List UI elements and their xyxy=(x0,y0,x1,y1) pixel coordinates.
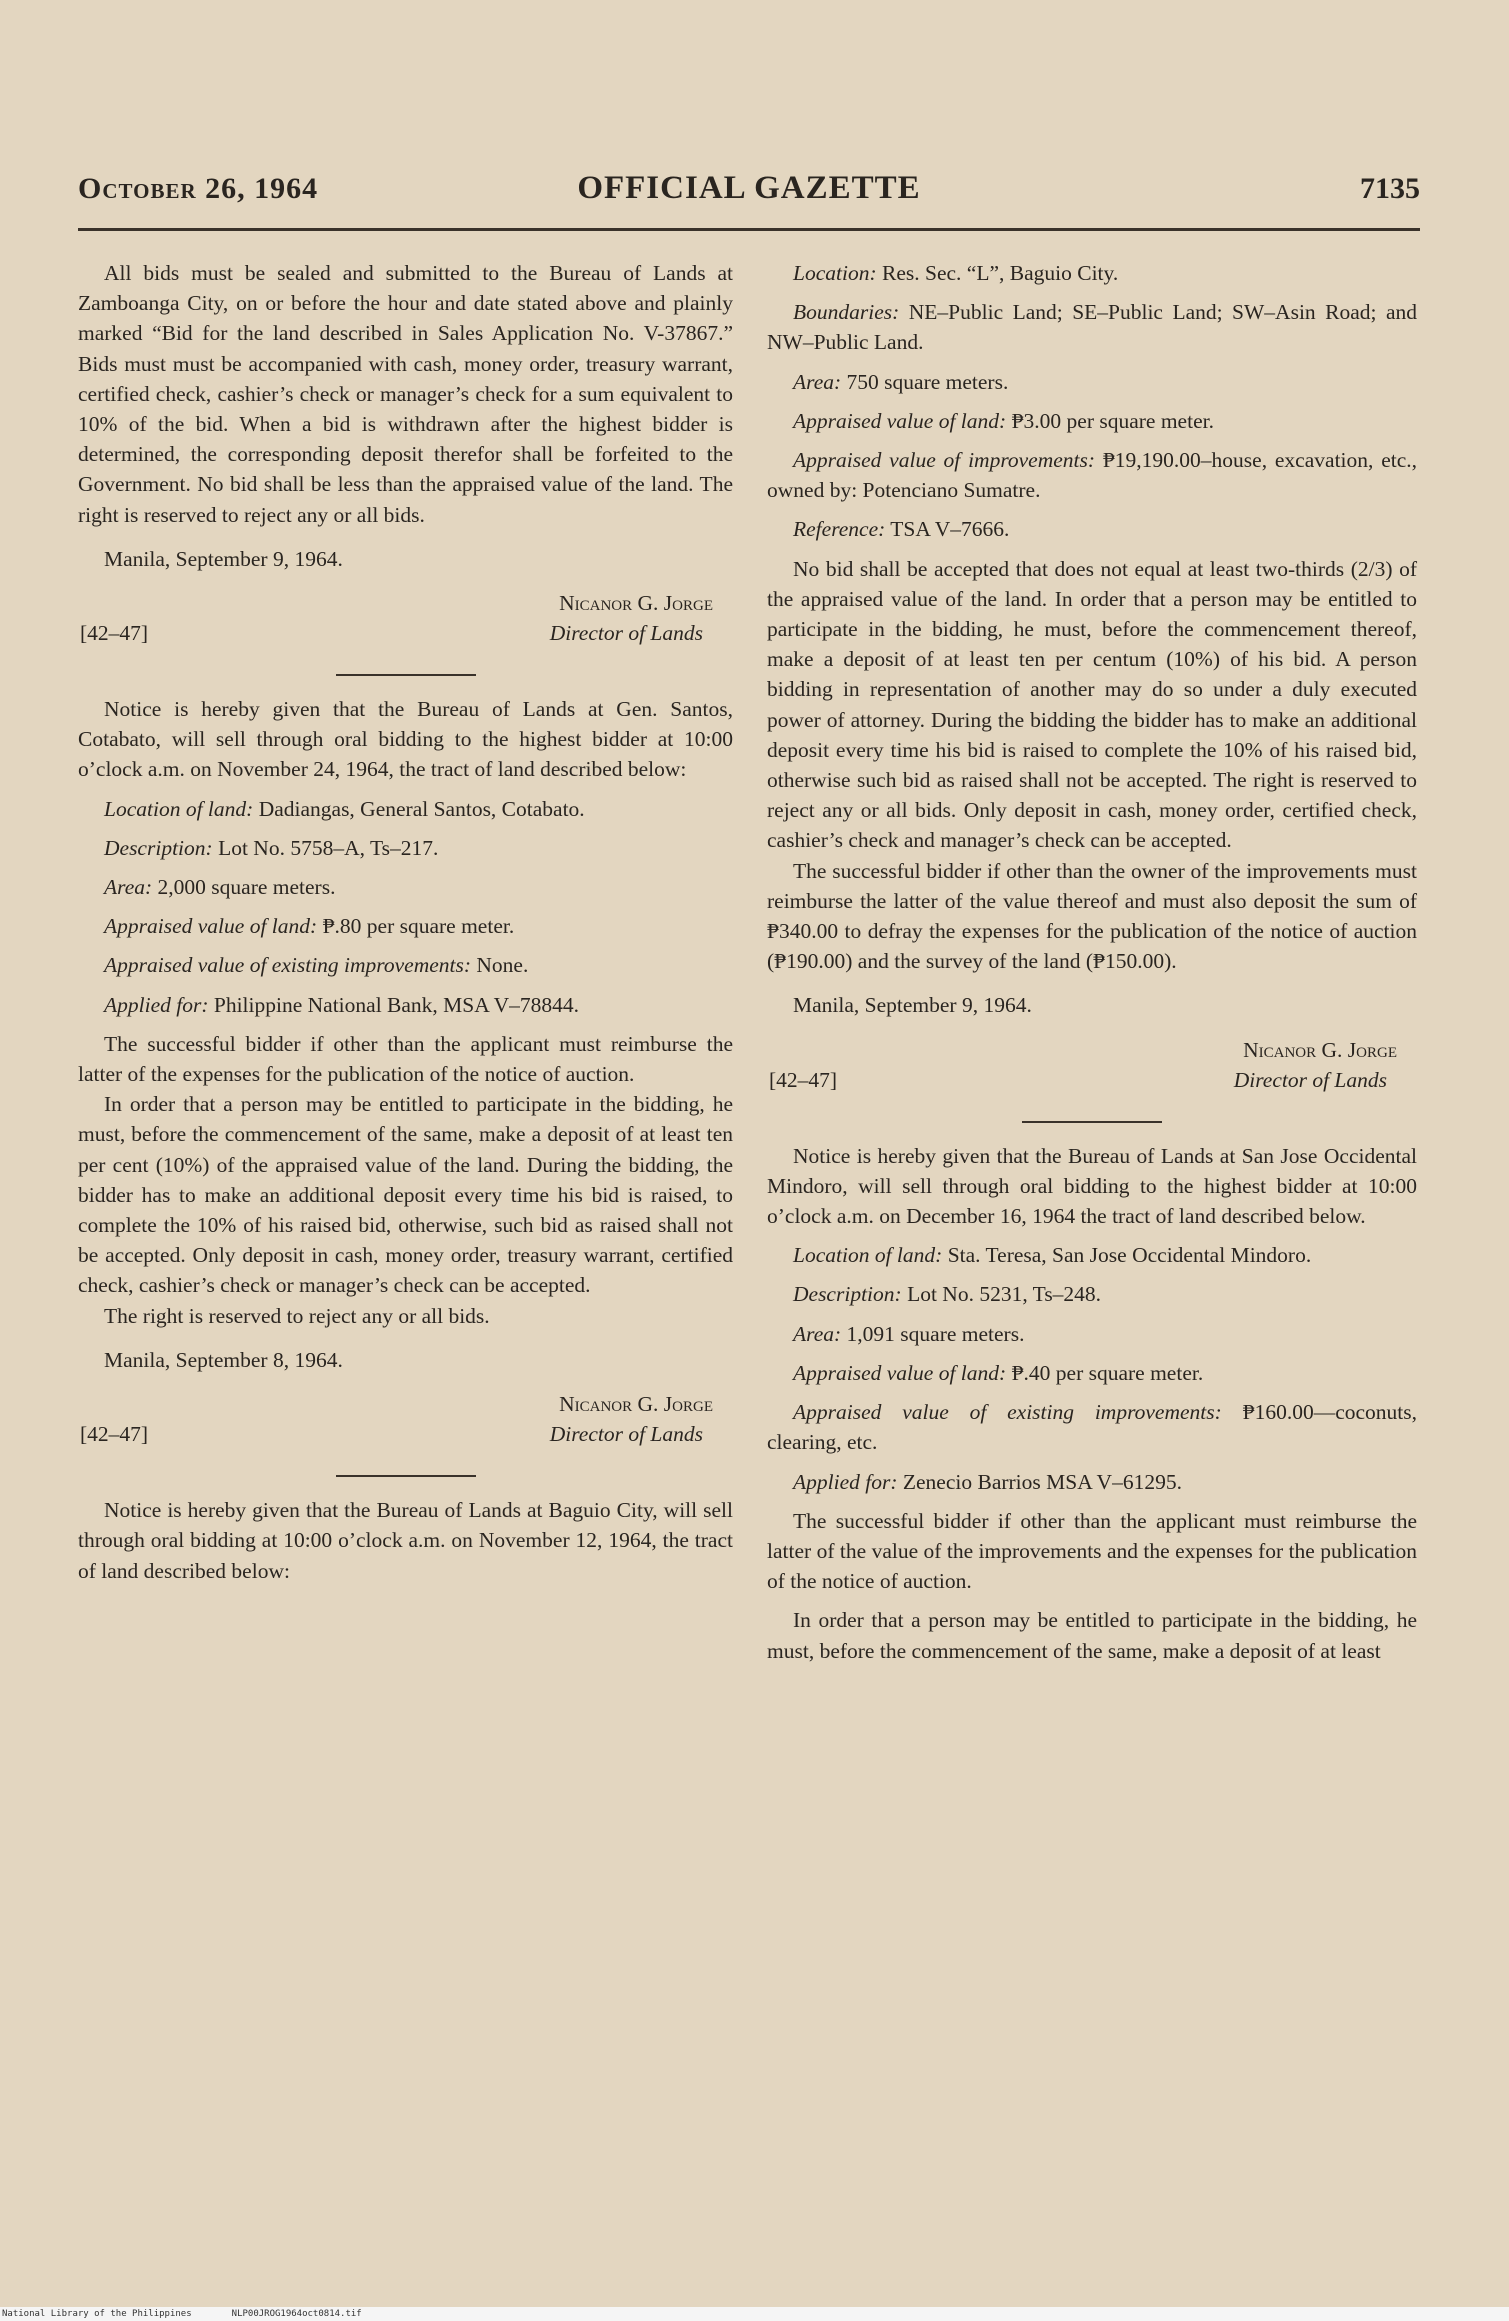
issue-code: [42–47] xyxy=(80,1422,149,1447)
field-label: Area: xyxy=(793,1321,842,1346)
field-value: ₱.80 per square meter. xyxy=(317,914,515,939)
field-reference xyxy=(767,514,1417,544)
field-area xyxy=(78,872,733,902)
field-value: ₱160.00—coconuts, clearing, etc. xyxy=(767,1400,1417,1455)
place-date: Manila, September 9, 1964. xyxy=(793,993,1032,1018)
field-value: 750 square meters. xyxy=(841,369,1009,394)
footer-library: National Library of the Philippines xyxy=(2,2309,192,2319)
field-description xyxy=(767,1279,1417,1309)
field-appraised-improvements xyxy=(78,950,733,980)
field-value: ₱3.00 per square meter. xyxy=(1006,408,1214,433)
field-label: Description: xyxy=(104,835,213,860)
place-date: Manila, September 8, 1964. xyxy=(104,1347,343,1372)
page-number: 7135 xyxy=(1360,172,1420,205)
field-label: Appraised value of land: xyxy=(104,914,318,939)
issue-code: [42–47] xyxy=(80,621,149,646)
signature-block xyxy=(78,1389,733,1449)
header-date: October 26, 1964 xyxy=(78,172,319,205)
section-divider xyxy=(336,674,476,676)
field-label: Applied for: xyxy=(793,1469,898,1494)
section-divider xyxy=(1022,1121,1162,1123)
field-area xyxy=(767,1319,1417,1349)
notice-paragraph: The successful bidder if other than the owner of the improvements must reimburse the latter of the value thereof and must also deposit the sum of ₱340.00 to defray the expenses for the publication of the notice of auction (₱190.00) and the survey of the land (₱150.00). xyxy=(767,858,1417,974)
notice-paragraph: In order that a person may be entitled to participate in the bidding, he must, before the commencement of the same, make a deposit of at least xyxy=(767,1608,1417,1663)
field-label: Reference: xyxy=(793,517,886,542)
signatory-name: Nicanor G. Jorge xyxy=(559,1392,713,1417)
header-title: OFFICIAL GAZETTE xyxy=(577,170,921,206)
field-value: Res. Sec. “L”, Baguio City. xyxy=(876,261,1119,285)
field-label: Appraised value of land: xyxy=(793,408,1007,433)
field-label: Location: xyxy=(793,261,877,285)
field-appraised-land xyxy=(767,1358,1417,1388)
field-value: Lot No. 5758–A, Ts–217. xyxy=(212,835,439,860)
field-description xyxy=(78,833,733,863)
place-date: Manila, September 9, 1964. xyxy=(104,546,343,571)
notice-paragraph: The right is reserved to reject any or all bids. xyxy=(104,1303,490,1328)
field-value: Dadiangas, General Santos, Cotabato. xyxy=(253,796,585,821)
left-column xyxy=(78,258,733,1586)
field-value: Lot No. 5231, Ts–248. xyxy=(901,1282,1102,1307)
field-label: Appraised value of existing improvements: xyxy=(104,953,472,978)
signatory-title: Director of Lands xyxy=(549,621,703,646)
field-value: Zenecio Barrios MSA V–61295. xyxy=(897,1469,1182,1494)
signature-block xyxy=(78,588,733,648)
field-value: TSA V–7666. xyxy=(885,517,1010,542)
field-appraised-land xyxy=(78,911,733,941)
field-boundaries xyxy=(767,297,1417,357)
signature-block xyxy=(767,1035,1417,1095)
field-appraised-improvements xyxy=(767,445,1417,505)
signatory-name: Nicanor G. Jorge xyxy=(559,591,713,616)
field-location xyxy=(767,258,1417,288)
signatory-title: Director of Lands xyxy=(1233,1067,1387,1092)
field-label: Appraised value of improvements: xyxy=(793,448,1096,473)
notice-paragraph: The successful bidder if other than the applicant must reimburse the latter of the value of the improvements and the expenses for the publication of the notice of auction. xyxy=(767,1508,1417,1594)
scan-footer xyxy=(0,2307,1509,2321)
notice-paragraph: In order that a person may be entitled to participate in the bidding, he must, before the commencement of the same, make a deposit of at least ten per cent (10%) of the appraised value of the land. During the bidding, the bidder has to make an additional deposit every time his bid is raised, to complete the 10% of his raised bid, otherwise, such bid as raised shall not be accepted. Only deposit in cash, money order, treasury warrant, certified check, cashier’s check or manager’s check can be accepted. xyxy=(78,1092,733,1298)
notice-paragraph: The successful bidder if other than the applicant must reimburse the latter of the expenses for the publication of the notice of auction. xyxy=(78,1031,733,1087)
notice-intro: Notice is hereby given that the Bureau of Lands at San Jose Occidental Mindoro, will sell through oral bidding to the highest bidder at 10:00 o’clock a.m. on December 16, 1964 the tract of land described below. xyxy=(767,1143,1417,1229)
field-applied-for xyxy=(767,1467,1417,1497)
field-value: NE–Public Land; SE–Public Land; SW–Asin Road; and NW–Public Land. xyxy=(767,300,1417,355)
section-divider xyxy=(336,1475,476,1477)
issue-code: [42–47] xyxy=(769,1067,838,1092)
field-location xyxy=(767,1240,1417,1270)
field-area xyxy=(767,367,1417,397)
field-value: 2,000 square meters. xyxy=(152,875,336,900)
field-label: Appraised value of land: xyxy=(793,1360,1007,1385)
field-value: ₱19,190.00–house, excavation, etc., owned by: Potenciano Sumatre. xyxy=(767,448,1417,503)
field-label: Area: xyxy=(793,369,842,394)
field-value: ₱.40 per square meter. xyxy=(1006,1360,1204,1385)
right-column xyxy=(767,258,1417,1666)
field-value: Philippine National Bank, MSA V–78844. xyxy=(208,992,579,1017)
signatory-name: Nicanor G. Jorge xyxy=(1243,1037,1397,1062)
field-appraised-improvements xyxy=(767,1397,1417,1457)
field-value: Sta. Teresa, San Jose Occidental Mindoro. xyxy=(942,1243,1312,1268)
notice-paragraph: No bid shall be accepted that does not equal at least two-thirds (2/3) of the appraised value of the land. In order that a person may be entitled to participate in the bidding, he must, before the commencement thereof, make a deposit of at least ten per centum (10%) of his bid. A person bidding in representation of another may do so under a duly executed power of attorney. During the bidding the bidder has to make an additional deposit every time his bid is raised to complete the 10% of his raised bid, otherwise such bid as raised shall not be accepted. The right is reserved to reject any or all bids. Only deposit in cash, money order, certified check, cashier’s check and manager’s check can be accepted. xyxy=(767,556,1417,853)
signatory-title: Director of Lands xyxy=(549,1422,703,1447)
footer-filename: NLP00JROG1964oct0814.tif xyxy=(231,2309,362,2319)
header-rule xyxy=(78,228,1420,231)
field-appraised-land xyxy=(767,406,1417,436)
bid-instructions: All bids must be sealed and submitted to the Bureau of Lands at Zamboanga City, on or before the hour and date stated above and plainly marked “Bid for the land described in Sales Application No. V-37867.” Bids must must be accompanied with cash, money order, treasury warrant, certified check, cashier’s check or manager’s check for a sum equivalent to 10% of the bid. When a bid is withdrawn after the highest bidder is determined, the corresponding deposit therefor shall be forfeited to the Government. No bid shall be less than the appraised value of the land. The right is reserved to reject any or all bids. xyxy=(78,261,733,527)
field-label: Area: xyxy=(104,875,153,900)
notice-intro: Notice is hereby given that the Bureau of Lands at Baguio City, will sell through oral bidding at 10:00 o’clock a.m. on November 12, 1964, the tract of land described below: xyxy=(78,1498,733,1583)
field-label: Description: xyxy=(793,1282,902,1307)
field-label: Applied for: xyxy=(104,992,209,1017)
field-value: 1,091 square meters. xyxy=(841,1321,1025,1346)
notice-intro: Notice is hereby given that the Bureau of Lands at Gen. Santos, Cotabato, will sell through oral bidding to the highest bidder at 10:00 o’clock a.m. on November 24, 1964, the tract of land described below: xyxy=(78,697,733,782)
field-label: Appraised value of existing improvements: xyxy=(793,1400,1222,1425)
field-label: Location of land: xyxy=(104,796,254,821)
page-header xyxy=(78,172,1420,218)
field-applied-for xyxy=(78,990,733,1020)
field-value: None. xyxy=(471,953,529,978)
field-label: Location of land: xyxy=(793,1243,943,1268)
field-label: Boundaries: xyxy=(793,300,900,325)
field-location xyxy=(78,794,733,824)
